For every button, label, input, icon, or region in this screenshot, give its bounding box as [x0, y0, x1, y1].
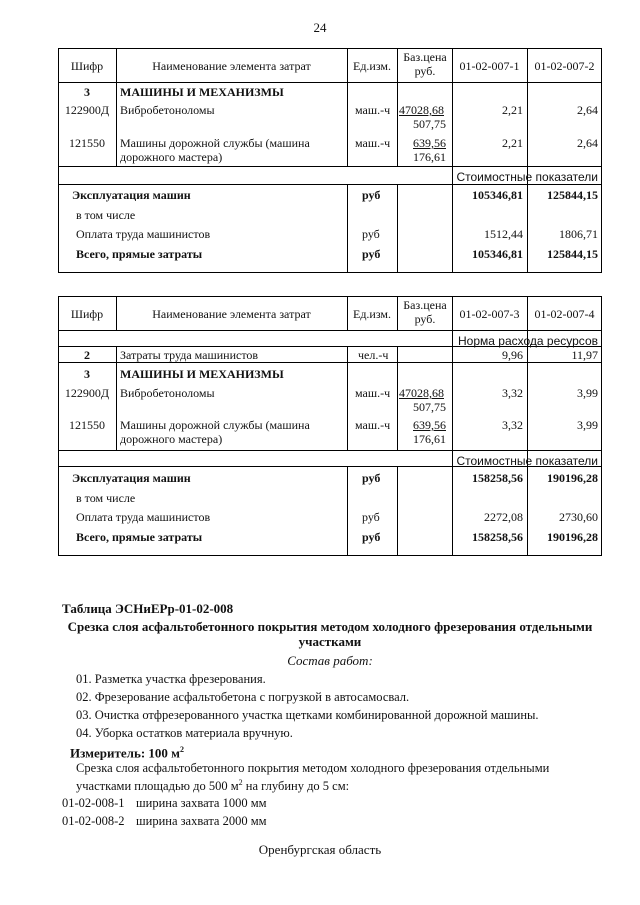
row-name: Вибробетоноломы: [120, 386, 215, 400]
row-name: Машины дорожной службы (машина: [120, 136, 310, 150]
total-unit: руб: [362, 471, 381, 485]
description-text-b: на глубину до 5 см:: [242, 779, 350, 794]
row-price-2: 176,61: [413, 432, 446, 446]
page-number: 24: [313, 20, 327, 35]
meter-label: [70, 743, 184, 760]
row-price-2: 507,75: [413, 400, 446, 414]
row-code: 121550: [69, 136, 105, 150]
labor-unit: чел.-ч: [358, 348, 389, 362]
description-line-1: Срезка слоя асфальтобетонного покрытия методом холодного фрезерования отдельными: [76, 761, 550, 775]
item-code: 01-02-008-2: [62, 814, 125, 828]
row-value-b: 2,64: [577, 103, 598, 117]
row-price: 47028,68: [399, 386, 444, 400]
total-name: в том числе: [76, 491, 136, 505]
table-title: Таблица ЭСНиЕРр-01-02-008: [62, 601, 234, 616]
norm-label: Норма расхода ресурсов: [458, 334, 598, 348]
total-unit: руб: [362, 227, 380, 241]
total-name: в том числе: [76, 208, 136, 222]
cost-indicators-label: Стоимостные показатели: [456, 454, 598, 468]
section-name: МАШИНЫ И МЕХАНИЗМЫ: [120, 367, 284, 381]
header-col-a: 01-02-007-3: [459, 307, 520, 321]
item-text: ширина захвата 2000 мм: [136, 814, 267, 828]
labor-value-b: 11,97: [571, 348, 598, 362]
total-unit: руб: [362, 247, 381, 261]
labor-value-a: 9,96: [502, 348, 523, 362]
description-sup: 2: [238, 778, 243, 787]
row-code: 121550: [69, 418, 105, 432]
total-value-a: 105346,81: [472, 247, 523, 261]
header-code: Шифр: [70, 307, 104, 321]
row-price: 47028,68: [399, 103, 444, 117]
cost-indicators-label: Стоимостные показатели: [456, 170, 598, 184]
row-name-2: дорожного мастера): [120, 432, 223, 446]
row-code: 122900Д: [64, 103, 110, 117]
row-code: 122900Д: [64, 386, 110, 400]
total-value-a: 1512,44: [484, 227, 523, 241]
section-number: 3: [84, 85, 90, 99]
item-code: 01-02-008-1: [62, 796, 125, 810]
row-name: Вибробетоноломы: [120, 103, 215, 117]
header-base-price: Баз.цена руб.: [403, 298, 447, 326]
total-value-b: 125844,15: [547, 188, 598, 202]
row-value-a: 3,32: [502, 386, 523, 400]
description-line-2: [76, 776, 349, 793]
total-name: Оплата труда машинистов: [76, 510, 211, 524]
header-code: Шифр: [70, 59, 104, 73]
composition-label: Состав работ:: [287, 653, 373, 668]
row-price-2: 507,75: [413, 117, 446, 131]
total-unit: руб: [362, 188, 381, 202]
row-price-2: 176,61: [413, 150, 446, 164]
row-unit: маш.-ч: [355, 136, 391, 150]
header-base-price: Баз.цена руб.: [403, 50, 447, 78]
total-name: Эксплуатация машин: [72, 471, 191, 485]
total-name: Всего, прямые затраты: [76, 247, 203, 261]
footer-region: Оренбургская область: [258, 842, 382, 857]
header-col-b: 01-02-007-2: [534, 59, 595, 73]
meter-sup: 2: [180, 745, 185, 754]
description-text-a: участками площадью до 500 м: [76, 779, 239, 794]
row-name: Машины дорожной службы (машина: [120, 418, 310, 432]
meter-label-text: Измеритель: 100 м: [70, 745, 181, 761]
total-value-a: 158258,56: [472, 530, 523, 544]
total-value-a: 105346,81: [472, 188, 523, 202]
header-unit: Ед.изм.: [352, 307, 392, 321]
item-text: ширина захвата 1000 мм: [136, 796, 267, 810]
row-price: 639,56: [413, 136, 446, 150]
total-value-b: 190196,28: [547, 471, 598, 485]
row-value-b: 3,99: [577, 386, 598, 400]
labor-number: 2: [84, 348, 90, 362]
work-item: 01. Разметка участка фрезерования.: [76, 672, 266, 686]
header-col-a: 01-02-007-1: [459, 59, 520, 73]
row-unit: маш.-ч: [355, 418, 391, 432]
total-unit: руб: [362, 530, 381, 544]
header-name: Наименование элемента затрат: [152, 307, 311, 321]
total-value-b: 125844,15: [547, 247, 598, 261]
total-unit: руб: [362, 510, 380, 524]
row-price: 639,56: [413, 418, 446, 432]
section-heading-2: участками: [298, 634, 362, 649]
header-unit: Ед.изм.: [352, 59, 392, 73]
row-value-b: 3,99: [577, 418, 598, 432]
header-name: Наименование элемента затрат: [152, 59, 311, 73]
row-unit: маш.-ч: [355, 103, 391, 117]
section-number: 3: [84, 367, 90, 381]
row-name-2: дорожного мастера): [120, 150, 223, 164]
row-value-b: 2,64: [577, 136, 598, 150]
header-col-b: 01-02-007-4: [534, 307, 595, 321]
section-heading: Срезка слоя асфальтобетонного покрытия методом холодного фрезерования отдельными: [67, 619, 593, 634]
row-value-a: 2,21: [502, 103, 523, 117]
total-value-b: 190196,28: [547, 530, 598, 544]
work-item: 04. Уборка остатков материала вручную.: [76, 726, 293, 740]
labor-name: Затраты труда машинистов: [120, 348, 259, 362]
total-value-a: 2272,08: [484, 510, 523, 524]
row-unit: маш.-ч: [355, 386, 391, 400]
row-value-a: 3,32: [502, 418, 523, 432]
work-item: 03. Очистка отфрезерованного участка щетками комбинированной дорожной машины.: [76, 708, 539, 722]
total-value-a: 158258,56: [472, 471, 523, 485]
section-name: МАШИНЫ И МЕХАНИЗМЫ: [120, 85, 284, 99]
total-value-b: 2730,60: [559, 510, 598, 524]
total-name: Всего, прямые затраты: [76, 530, 203, 544]
row-value-a: 2,21: [502, 136, 523, 150]
total-name: Эксплуатация машин: [72, 188, 191, 202]
total-name: Оплата труда машинистов: [76, 227, 211, 241]
total-value-b: 1806,71: [559, 227, 598, 241]
work-item: 02. Фрезерование асфальтобетона с погрузкой в автосамосвал.: [76, 690, 410, 704]
